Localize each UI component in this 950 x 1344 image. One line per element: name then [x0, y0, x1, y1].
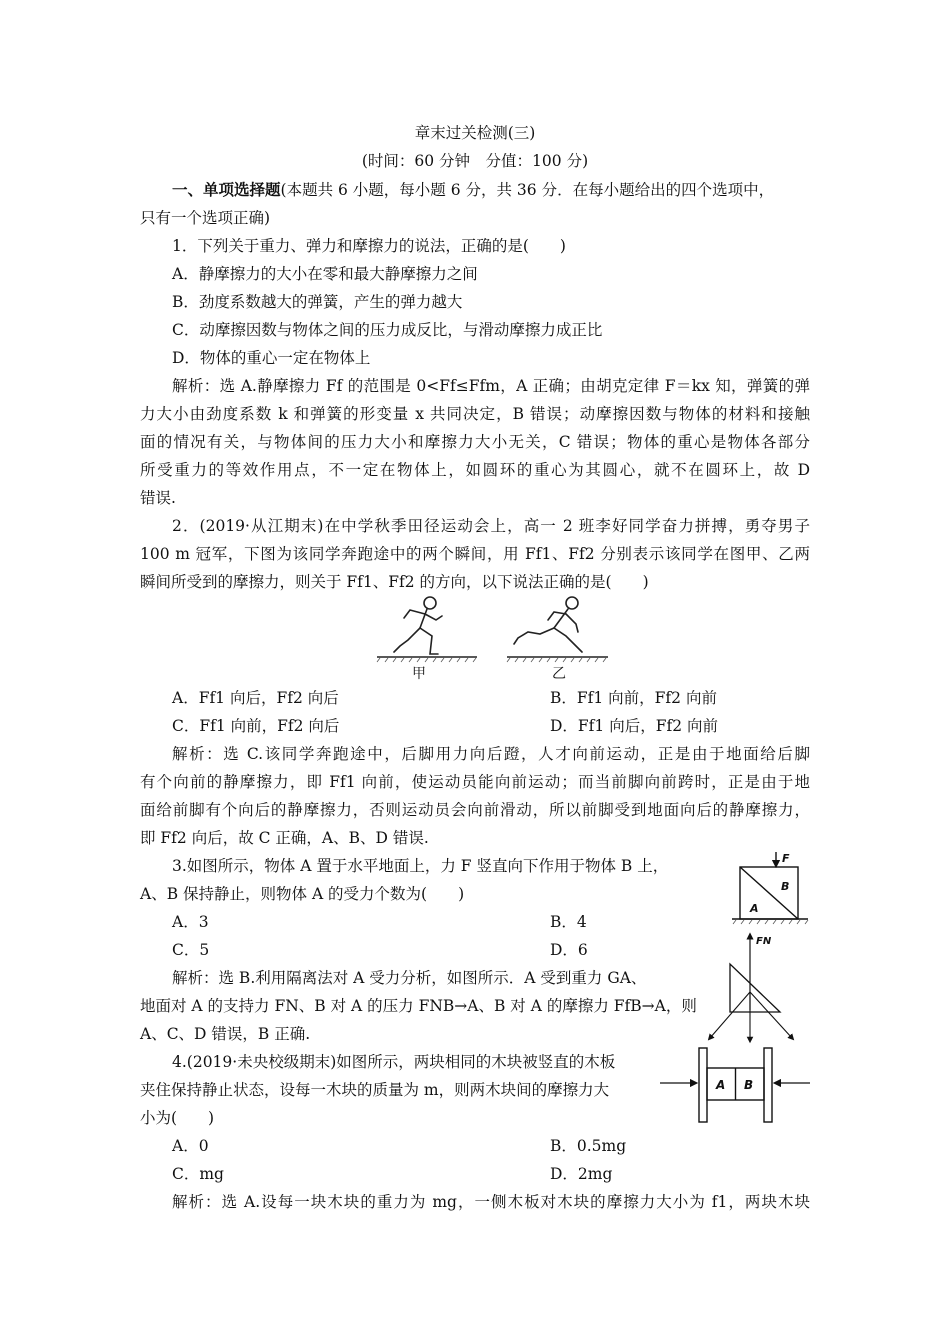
runner-yi-figure: [514, 597, 582, 652]
q2-fig-label-yi: 乙: [552, 666, 566, 682]
q3-option-c: C．5: [172, 941, 210, 959]
q1-explanation-1: 解析：选 A.静摩擦力 Ff 的范围是 0<Ff≤Ffm，A 正确；由胡克定律 F＝kx 知，弹簧的弹: [172, 377, 810, 395]
q1-option-c: C．动摩擦因数与物体之间的压力成反比，与滑动摩擦力成正比: [172, 321, 603, 339]
q4-label-b: B: [744, 1078, 754, 1092]
left-board: [699, 1048, 707, 1122]
q2-stem-3: 瞬间所受到的摩擦力，则关于 Ff1、Ff2 的方向，以下说法正确的是( ): [140, 573, 649, 591]
section-desc-cont: 只有一个选项正确): [140, 209, 271, 227]
force-arrow-right: [750, 992, 792, 1038]
q2-option-a: A．Ff1 向后，Ff2 向后: [172, 689, 339, 707]
q1-option-b: B．劲度系数越大的弹簧，产生的弹力越大: [172, 293, 463, 311]
ground-hatch: [733, 920, 808, 924]
q3-option-b: B．4: [550, 913, 587, 931]
q2-explanation-1: 解析：选 C.该同学奔跑途中，后脚用力向后蹬，人才向前运动，正是由于地面给后脚: [172, 745, 810, 763]
q1-explanation-2: 力大小由劲度系数 k 和弹簧的形变量 x 共同决定，B 错误；动摩擦因数与物体的材料和接触: [140, 405, 810, 423]
q1-explanation-4: 所受重力的等效作用点，不一定在物体上，如圆环的重心为其圆心，就不在圆环上，故 D: [140, 461, 810, 479]
q2-explanation-3: 面给前脚有个向后的静摩擦力，否则运动员会向前滑动，所以前脚受到地面向后的静摩擦力，: [140, 801, 810, 819]
q4-stem-1: 4.(2019·未央校级期末)如图所示，两块相同的木块被竖直的木板: [172, 1053, 616, 1071]
q2-option-c: C．Ff1 向前，Ff2 向后: [172, 717, 340, 735]
q4-stem-2: 夹住保持静止状态，设每一木块的质量为 m，则两木块间的摩擦力大: [140, 1081, 610, 1099]
q3-block-figure: [728, 850, 810, 930]
q1-explanation-3: 面的情况有关，与物体间的压力大小和摩擦力大小无关，C 错误；物体的重心是物体各部分: [140, 433, 810, 451]
q4-option-b: B．0.5mg: [550, 1137, 627, 1155]
section-heading: 一、单项选择题: [172, 180, 281, 199]
q4-option-c: C．mg: [172, 1165, 224, 1183]
q1-option-d: D．物体的重心一定在物体上: [172, 349, 371, 367]
q2-explanation-2: 有个向前的静摩擦力，即 Ff1 向前，使运动员能向前运动；而当前脚向前跨时，正是由于地: [140, 773, 810, 791]
page-subtitle: (时间：60 分钟 分值：100 分): [361, 152, 589, 170]
runner-jia-figure: [394, 597, 442, 654]
q4-option-d: D．2mg: [550, 1165, 613, 1183]
wedge-diagonal: [740, 867, 798, 919]
q2-stem-1: 2．(2019·从江期末)在中学秋季田径运动会上，高一 2 班李好同学奋力拼搏，勇夺男子: [172, 517, 810, 535]
q3-stem-1: 3.如图所示，物体 A 置于水平地面上，力 F 竖直向下作用于物体 B 上，: [172, 857, 669, 875]
ground-yi: [507, 657, 608, 662]
q3-label-f: F: [782, 852, 790, 865]
q3-option-a: A．3: [172, 913, 209, 931]
q1-option-a: A．静摩擦力的大小在零和最大静摩擦力之间: [172, 265, 478, 283]
q3-explanation-3: A、C、D 错误，B 正确.: [140, 1025, 311, 1043]
q3-label-a: A: [750, 902, 759, 915]
ground-jia: [377, 657, 477, 662]
block-a-triangle: [730, 964, 780, 1012]
q3-stem-2: A、B 保持静止，则物体 A 的受力个数为( ): [140, 885, 465, 903]
q3-option-d: D．6: [550, 941, 588, 959]
q4-clamp-figure: [660, 1046, 810, 1126]
q4-option-a: A．0: [172, 1137, 209, 1155]
right-board: [764, 1048, 772, 1122]
q3-explanation-1: 解析：选 B.利用隔离法对 A 受力分析，如图所示．A 受到重力 GA、: [172, 969, 647, 987]
q1-explanation-5: 错误.: [140, 489, 176, 507]
section-heading-line: [172, 180, 774, 200]
q3-label-fn: FN: [756, 936, 772, 947]
q2-option-b: B．Ff1 向前，Ff2 向前: [550, 689, 717, 707]
q3-force-diagram: [700, 930, 812, 1046]
q4-stem-3: 小为( ): [140, 1109, 215, 1127]
page-title: 章末过关检测(三): [414, 124, 536, 142]
q2-figure: [372, 590, 612, 684]
q1-stem: 1．下列关于重力、弹力和摩擦力的说法，正确的是( ): [172, 237, 566, 255]
q4-explanation-1: 解析：选 A.设每一块木块的重力为 mg，一侧木板对木块的摩擦力大小为 f1，两块木块: [172, 1193, 810, 1211]
q2-option-d: D．Ff1 向后，Ff2 向前: [550, 717, 718, 735]
q3-explanation-2: 地面对 A 的支持力 FN、B 对 A 的压力 FNB→A、B 对 A 的摩擦力 FfB→A，则: [140, 997, 697, 1015]
q2-stem-2: 100 m 冠军，下图为该同学奔跑途中的两个瞬间，用 Ff1、Ff2 分别表示该同学在图甲、乙两: [140, 545, 810, 563]
q4-label-a: A: [716, 1078, 726, 1092]
section-desc: (本题共 6 小题，每小题 6 分，共 36 分．在每小题给出的四个选项中，: [280, 181, 775, 199]
q3-label-b: B: [781, 880, 790, 893]
q2-fig-label-jia: 甲: [412, 666, 426, 682]
q2-explanation-4: 即 Ff2 向后，故 C 正确，A、B、D 错误.: [140, 829, 429, 847]
